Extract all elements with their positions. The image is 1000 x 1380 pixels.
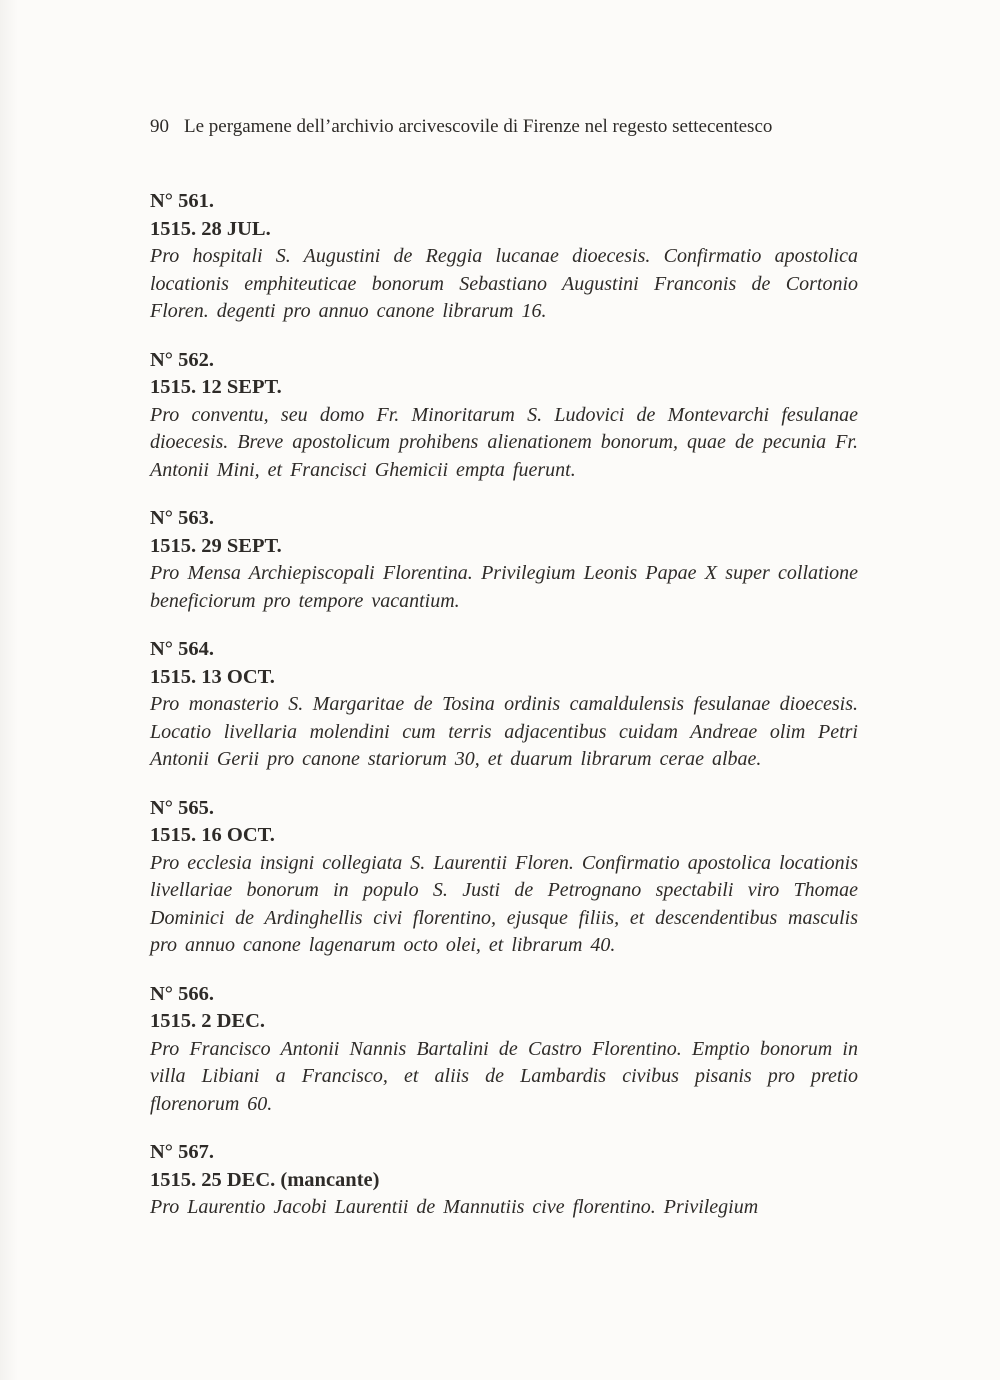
entry-date: 1515. 25 DEC. (mancante)	[150, 1168, 380, 1191]
entry-number: N° 562.	[150, 348, 215, 371]
entry-date: 1515. 12 SEPT.	[150, 376, 282, 398]
register-entry-565	[150, 795, 858, 960]
entry-date: 1515. 13 OCT.	[150, 665, 275, 688]
entry-number: N° 567.	[150, 1141, 215, 1163]
entry-date: 1515. 29 SEPT.	[150, 534, 282, 557]
running-header-title: Le pergamene dell’archivio arcivescovile di Firenze nel regesto settecentesco	[184, 116, 773, 137]
register-entry-567	[150, 1139, 858, 1222]
register-entry-563	[150, 505, 858, 615]
register-entry-566	[150, 981, 858, 1119]
entry-number: N° 563.	[150, 507, 215, 529]
running-header	[150, 116, 858, 138]
entry-date: 1515. 2 DEC.	[150, 1010, 266, 1032]
entry-description: Pro monasterio S. Margaritae de Tosina ordinis camaldulensis fesulanae dioecesis. Locatio livellaria molendini cum terris adjacentibus cuidam Andreae olim Petri Antonii Gerii pro canone stariorum 30, et duarum librarum cerae albae.	[150, 693, 858, 770]
entry-date: 1515. 16 OCT.	[150, 824, 275, 846]
entry-number: N° 564.	[150, 638, 215, 660]
entry-description: Pro hospitali S. Augustini de Reggia lucanae dioecesis. Confirmatio apostolica locationis emphiteuticae bonorum Sebastiano Augustini Franconis de Cortonio Floren. degenti pro annuo canone librarum 16.	[150, 245, 858, 322]
entry-description: Pro Laurentio Jacobi Laurentii de Mannutiis cive florentino. Privilegium	[150, 1196, 759, 1218]
entry-number: N° 565.	[150, 796, 215, 819]
entry-number: N° 561.	[150, 190, 215, 212]
entry-description: Pro conventu, seu domo Fr. Minoritarum S. Ludovici de Montevarchi fesulanae dioecesis. Breve apostolicum prohibens alienationem bonorum, quae de pecunia Fr. Antonii Mini, et Francisci Ghemicii empta fuerunt.	[150, 403, 858, 481]
register-entry-561	[150, 188, 858, 326]
entry-description: Pro Mensa Archiepiscopali Florentina. Privilegium Leonis Papae X super collatione beneficiorum pro tempore vacantium.	[150, 562, 858, 612]
entry-date: 1515. 28 JUL.	[150, 217, 271, 240]
entry-description: Pro ecclesia insigni collegiata S. Laurentii Floren. Confirmatio apostolica locationis livellariae bonorum in populo S. Justi de Petrognano spectabili viro Thomae Dominici de Ardinghellis civi florentino, ejusque filiis, et descendentibus masculis pro annuo canone lagenarum octo olei, et librarum 40.	[150, 851, 858, 956]
page-number: 90	[150, 116, 169, 137]
entry-number: N° 566.	[150, 982, 215, 1005]
entry-description: Pro Francisco Antonii Nannis Bartalini de Castro Florentino. Emptio bonorum in villa Libiani a Francisco, et aliis de Lambardis civibus pisanis pro pretio florenorum 60.	[150, 1037, 858, 1115]
register-entries	[150, 188, 858, 1222]
register-entry-562	[150, 347, 858, 485]
register-entry-564	[150, 636, 858, 774]
